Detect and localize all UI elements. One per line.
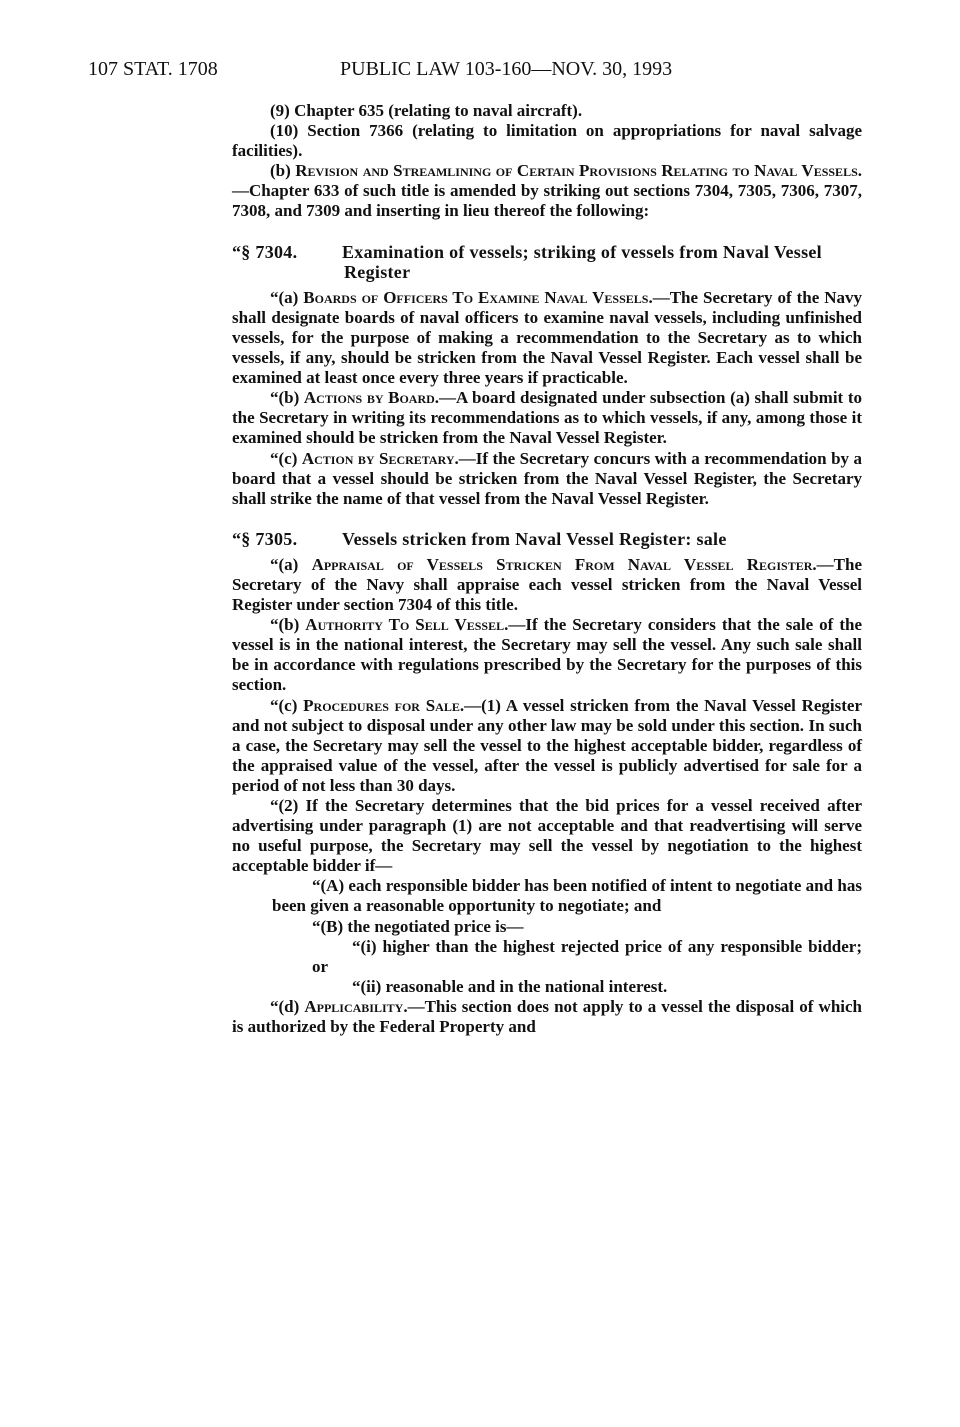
section-7304-a [232, 288, 862, 388]
section-7305-c-2-B-i: “(i) higher than the highest rejected price of any responsible bidder; or [312, 936, 862, 976]
subsection-text: —This section does not apply to a vessel the disposal of which is authorized by the Federal Property and [232, 996, 862, 1037]
section-7305-d [232, 997, 862, 1037]
section-title: Examination of vessels; striking of vessels from Naval Vessel Register [342, 241, 822, 282]
subsection-heading: Procedures for Sale. [303, 695, 465, 715]
subsection-prefix: “(c) [270, 448, 298, 468]
section-7305-heading [232, 529, 862, 549]
subsection-heading: Appraisal of Vessels Stricken From Naval Vessel Register. [311, 554, 817, 574]
section-7305-c-2-A: “(A) each responsible bidder has been notified of intent to negotiate and has been given a reasonable opportunity to negotiate; and [272, 876, 862, 916]
section-7305-c-2-B-ii: “(ii) reasonable and in the national interest. [352, 976, 668, 996]
statute-reference: 107 STAT. 1708 [88, 58, 218, 80]
subsection-prefix: “(c) [270, 695, 298, 715]
list-item-9: (9) Chapter 635 (relating to naval aircraft). [270, 101, 583, 120]
section-7305-c-2: “(2) If the Secretary determines that the bid prices for a vessel received after advertising under paragraph (1) are not acceptable and that readvertising will serve no useful purpose, the Secretary may sell the vessel by negotiation to the highest acceptable bidder if— [232, 796, 862, 876]
subsection-text: —(1) A vessel stricken from the Naval Vessel Register and not subject to disposal under any other law may be sold under this section. In such a case, the Secretary may sell the vessel to the highest acceptable bidder, regardless of the appraised value of the vessel, after the vessel is publicly advertised for sale for a period of not less than 30 days. [232, 695, 863, 795]
list-item-10 [232, 121, 862, 161]
list-item-10-text: (10) Section 7366 (relating to limitation on appropriations for naval salvage facilities). [232, 121, 862, 161]
subsection-heading: Boards of Officers To Examine Naval Vessels. [303, 287, 653, 307]
subsection-heading: Actions by Board. [303, 388, 440, 408]
section-number: “§ 7304. [232, 241, 298, 262]
subsection-text: —If the Secretary considers that the sale of the vessel is in the national interest, the Secretary may sell the vessel. Any such sale shall be in accordance with regulations prescribed by the Secretary for the purposes of this section. [232, 615, 862, 695]
document-body [232, 101, 862, 1037]
subsection-text: —If the Secretary concurs with a recommendation by a board that a vessel should be stricken from the Naval Vessel Register, the Secretary shall strike the name of that vessel from the Naval Vessel Register. [232, 448, 862, 508]
subsection-heading: Applicability. [304, 996, 408, 1016]
subsection-prefix: “(a) [270, 287, 299, 307]
section-7305-c [232, 696, 862, 796]
subsection-prefix: “(d) [270, 996, 300, 1016]
section-7305-a [232, 555, 862, 615]
section-number: “§ 7305. [232, 528, 298, 549]
public-law-reference: PUBLIC LAW 103-160—NOV. 30, 1993 [340, 58, 673, 80]
subsection-b-paragraph [232, 161, 862, 221]
subsection-prefix: (b) [270, 161, 291, 181]
page-header [0, 58, 960, 88]
subsection-text: —The Secretary of the Navy shall designate boards of naval officers to examine naval vessels, including unfinished vessels, for the purpose of making a recommendation to the Secretary as to which vessels, if any, should be stricken from the Naval Vessel Register. Each vessel shall be examined at least once every three years if practicable. [232, 287, 862, 388]
subsection-text: —The Secretary of the Navy shall appraise each vessel stricken from the Naval Vessel Register under section 7304 of this title. [232, 554, 862, 615]
subsection-prefix: “(b) [270, 615, 300, 635]
section-7304-heading [232, 242, 862, 282]
subsection-heading: Action by Secretary. [301, 448, 459, 468]
subsection-text: —A board designated under subsection (a) shall submit to the Secretary in writing its recommendations as to which vessels, if any, among those it examined should be stricken from the Naval Vessel Register. [232, 388, 862, 448]
subsection-heading: Authority To Sell Vessel. [305, 615, 509, 635]
section-title: Vessels stricken from Naval Vessel Register: sale [342, 528, 727, 549]
section-7304-b [232, 388, 862, 448]
section-7305-b [232, 615, 862, 695]
subsection-text: —Chapter 633 of such title is amended by striking out sections 7304, 7305, 7306, 7307, 7308, and 7309 and inserting in lieu thereof the following: [232, 181, 862, 221]
section-7304-c [232, 449, 862, 509]
section-7305-c-2-B: “(B) the negotiated price is— [312, 916, 524, 936]
subsection-prefix: “(a) [270, 554, 299, 574]
subsection-prefix: “(b) [270, 388, 300, 408]
subsection-heading: Revision and Streamlining of Certain Provisions Relating to Naval Vessels. [295, 161, 862, 181]
